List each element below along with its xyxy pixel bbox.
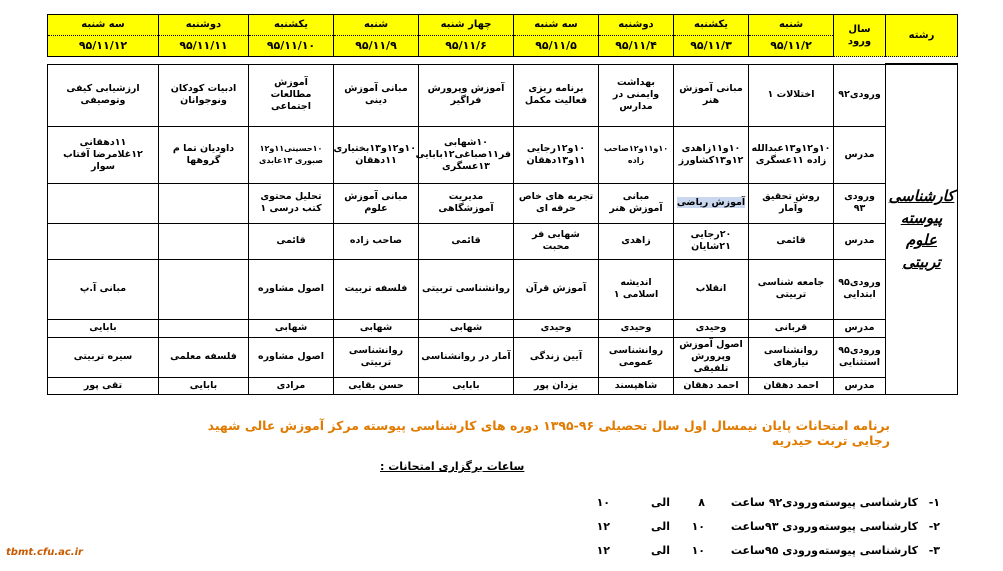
date-header: ۹۵/۱۱/۱۱: [159, 36, 249, 57]
course-cell: تحلیل محتوی کتب درسی ۱: [249, 183, 334, 223]
course-cell: اصول مشاوره: [249, 337, 334, 377]
entry-year-cell: ورودی۹۲: [834, 64, 886, 126]
date-header: ۹۵/۱۱/۶: [419, 36, 514, 57]
course-cell: برنامه ریزی فعالیت مکمل: [514, 64, 599, 126]
teacher-cell: ۱۰و۱۲و۱۳بختیاری ۱۱دهقان: [334, 126, 419, 183]
hours-program: کارشناسی پیوسته: [818, 496, 918, 509]
course-cell: فلسفه معلمی: [159, 337, 249, 377]
course-cell: فلسفه تربیت: [334, 259, 419, 319]
course-cell: اصول مشاوره: [249, 259, 334, 319]
teacher-cell: احمد دهقان: [674, 377, 749, 394]
teacher-cell: ۱۰حسینی۱۱و۱۲ صبوری ۱۳عابدی: [249, 126, 334, 183]
day-header: سه شنبه: [48, 15, 159, 36]
hours-num: ۳-: [928, 544, 940, 557]
hours-program: کارشناسی پیوسته: [818, 544, 918, 557]
course-cell: مبانی آموزش هنر: [674, 64, 749, 126]
teacher-cell: شهابی: [249, 319, 334, 337]
course-cell: روانشناسی نیازهای: [749, 337, 834, 377]
course-cell: سیره تربیتی: [48, 337, 159, 377]
course-cell: [159, 259, 249, 319]
teacher-cell: قائمی: [749, 223, 834, 259]
course-cell: آموزش قرآن: [514, 259, 599, 319]
teacher-cell: [48, 223, 159, 259]
course-cell: اصول آموزش وپرورش تلفیقی: [674, 337, 749, 377]
exam-hours-row: [580, 544, 940, 560]
date-header: ۹۵/۱۱/۵: [514, 36, 599, 57]
teacher-cell: قائمی: [419, 223, 514, 259]
teacher-cell: ۱۰و۱۱زاهدی ۱۲و۱۳کشاورز: [674, 126, 749, 183]
course-cell: آموزش مطالعات اجتماعی: [249, 64, 334, 126]
year-header: سال ورود: [834, 15, 886, 57]
teacher-cell: شهابی: [334, 319, 419, 337]
exam-hours-row: [580, 520, 940, 536]
teacher-label-cell: مدرس: [834, 377, 886, 394]
hours-to: ۱۲: [596, 520, 610, 533]
teacher-label-cell: مدرس: [834, 223, 886, 259]
hours-word-to: الی: [650, 496, 670, 509]
day-header: دوشنبه: [159, 15, 249, 36]
teacher-cell: قربانی: [749, 319, 834, 337]
hours-word-hour: ساعت: [730, 544, 765, 557]
highlighted-course: آموزش ریاضی: [676, 197, 746, 208]
course-cell: مدیریت آموزشگاهی: [419, 183, 514, 223]
teacher-cell: ۱۰و۱۲رجایی ۱۱و۱۳دهقان: [514, 126, 599, 183]
course-cell: انقلاب: [674, 259, 749, 319]
field-name-cell: کارشناسی پیوسته علوم تربیتی: [886, 64, 958, 394]
day-header: شنبه: [749, 15, 834, 36]
exam-schedule-table: [47, 14, 958, 395]
date-header: ۹۵/۱۱/۴: [599, 36, 674, 57]
teacher-label-cell: مدرس: [834, 319, 886, 337]
course-cell: [48, 183, 159, 223]
hours-entry: ورودی ۹۳: [764, 520, 818, 533]
teacher-cell: وحیدی: [599, 319, 674, 337]
course-cell: اندیشه اسلامی ۱: [599, 259, 674, 319]
course-row: [48, 64, 958, 126]
course-cell: [674, 183, 749, 223]
teacher-cell: ۱۰شهابی فر۱۱صباغی۱۲بابایی ۱۳عسگری: [419, 126, 514, 183]
hours-to: ۱۲: [596, 544, 610, 557]
teacher-cell: احمد دهقان: [749, 377, 834, 394]
hours-word-hour: ساعت: [730, 496, 765, 509]
course-cell: مبانی آموزش دینی: [334, 64, 419, 126]
teacher-cell: وحیدی: [514, 319, 599, 337]
course-row: [48, 259, 958, 319]
day-header: دوشنبه: [599, 15, 674, 36]
teacher-cell: ۱۰و۱۲و۱۳عبدالله زاده ۱۱عسگری: [749, 126, 834, 183]
teacher-cell: ۱۱دهقانی ۱۲غلامرضا آفتاب سوار: [48, 126, 159, 183]
hours-from: ۱۰: [691, 544, 705, 557]
teacher-cell: داودیان تما م گروهها: [159, 126, 249, 183]
course-row: [48, 183, 958, 223]
entry-year-cell: ورودی۹۵ استثنایی: [834, 337, 886, 377]
day-header: شنبه: [334, 15, 419, 36]
teacher-cell: بابایی: [419, 377, 514, 394]
course-cell: جامعه شناسی تربیتی: [749, 259, 834, 319]
schedule-caption: برنامه امتحانات پایان نیمسال اول سال تحصیلی ۹۶-۱۳۹۵ دوره های کارشناسی پیوسته مرکز آموزش عالی شهید رجایی تربت حیدریه: [207, 418, 890, 448]
course-cell: آمار در روانشناسی: [419, 337, 514, 377]
teacher-cell: تقی پور: [48, 377, 159, 394]
exam-schedule-sheet: [47, 14, 957, 395]
hours-word-to: الی: [650, 520, 670, 533]
course-cell: مبانی آموزش هنر: [599, 183, 674, 223]
teacher-row: [48, 126, 958, 183]
course-cell: روش تحقیق وآمار: [749, 183, 834, 223]
teacher-cell: حسن بقایی: [334, 377, 419, 394]
entry-year-cell: ورودی ۹۳: [834, 183, 886, 223]
course-cell: ارزشیابی کیفی وتوصیفی: [48, 64, 159, 126]
course-cell: روانشناسی عمومی: [599, 337, 674, 377]
teacher-cell: [159, 223, 249, 259]
hours-word-hour: ساعت: [730, 520, 765, 533]
course-row: [48, 337, 958, 377]
teacher-cell: وحیدی: [674, 319, 749, 337]
course-cell: تجربه های خاص حرفه ای: [514, 183, 599, 223]
site-watermark: tbmt.cfu.ac.ir: [6, 547, 83, 558]
teacher-cell: شهابی: [419, 319, 514, 337]
teacher-cell: ۱۰و۱۱و۱۲صاحب زاده: [599, 126, 674, 183]
day-header: چهار شنبه: [419, 15, 514, 36]
teacher-cell: شهابی فر محبت: [514, 223, 599, 259]
course-cell: مبانی آموزش علوم: [334, 183, 419, 223]
hours-entry: ورودی۹۲: [768, 496, 818, 509]
hours-entry: ورودی ۹۵: [764, 544, 818, 557]
hours-num: ۱-: [928, 496, 940, 509]
date-header: ۹۵/۱۱/۹: [334, 36, 419, 57]
hours-num: ۲-: [928, 520, 940, 533]
teacher-cell: شاهپسند: [599, 377, 674, 394]
exam-hours-row: [580, 496, 940, 512]
teacher-cell: قائمی: [249, 223, 334, 259]
teacher-cell: صاحب زاده: [334, 223, 419, 259]
entry-year-cell: ورودی۹۵ ابتدایی: [834, 259, 886, 319]
hours-from: ۸: [698, 496, 705, 509]
hours-program: کارشناسی پیوسته: [818, 520, 918, 533]
teacher-cell: ۲۰رجایی ۲۱شایان: [674, 223, 749, 259]
date-header: ۹۵/۱۱/۱۲: [48, 36, 159, 57]
course-cell: [159, 183, 249, 223]
date-header: ۹۵/۱۱/۳: [674, 36, 749, 57]
teacher-label-cell: مدرس: [834, 126, 886, 183]
hours-from: ۱۰: [691, 520, 705, 533]
course-cell: بهداشت وایمنی در مدارس: [599, 64, 674, 126]
field-header: رشته: [886, 15, 958, 57]
day-header: یکشنبه: [674, 15, 749, 36]
teacher-row: [48, 319, 958, 337]
day-header: یکشنبه: [249, 15, 334, 36]
exam-hours-title: ساعات برگزاری امتحانات :: [380, 460, 525, 473]
course-cell: روانشناسی تربیتی: [419, 259, 514, 319]
course-cell: ادبیات کودکان ونوجوانان: [159, 64, 249, 126]
teacher-cell: زاهدی: [599, 223, 674, 259]
hours-word-to: الی: [650, 544, 670, 557]
course-cell: روانشناسی تربیتی: [334, 337, 419, 377]
course-cell: آیین زندگی: [514, 337, 599, 377]
date-header: ۹۵/۱۱/۲: [749, 36, 834, 57]
spacer-row: [48, 57, 958, 65]
hours-to: ۱۰: [596, 496, 610, 509]
date-header: ۹۵/۱۱/۱۰: [249, 36, 334, 57]
course-cell: اختلالات ۱: [749, 64, 834, 126]
course-cell: آموزش وپرورش فراگیر: [419, 64, 514, 126]
teacher-cell: یزدان پور: [514, 377, 599, 394]
course-cell: مبانی آ.پ: [48, 259, 159, 319]
teacher-cell: بابایی: [48, 319, 159, 337]
teacher-cell: [159, 319, 249, 337]
day-header: سه شنبه: [514, 15, 599, 36]
teacher-cell: مرادی: [249, 377, 334, 394]
teacher-cell: بابایی: [159, 377, 249, 394]
teacher-row: [48, 223, 958, 259]
teacher-row: [48, 377, 958, 394]
header-dates-row: [48, 36, 958, 57]
header-days-row: [48, 15, 958, 36]
